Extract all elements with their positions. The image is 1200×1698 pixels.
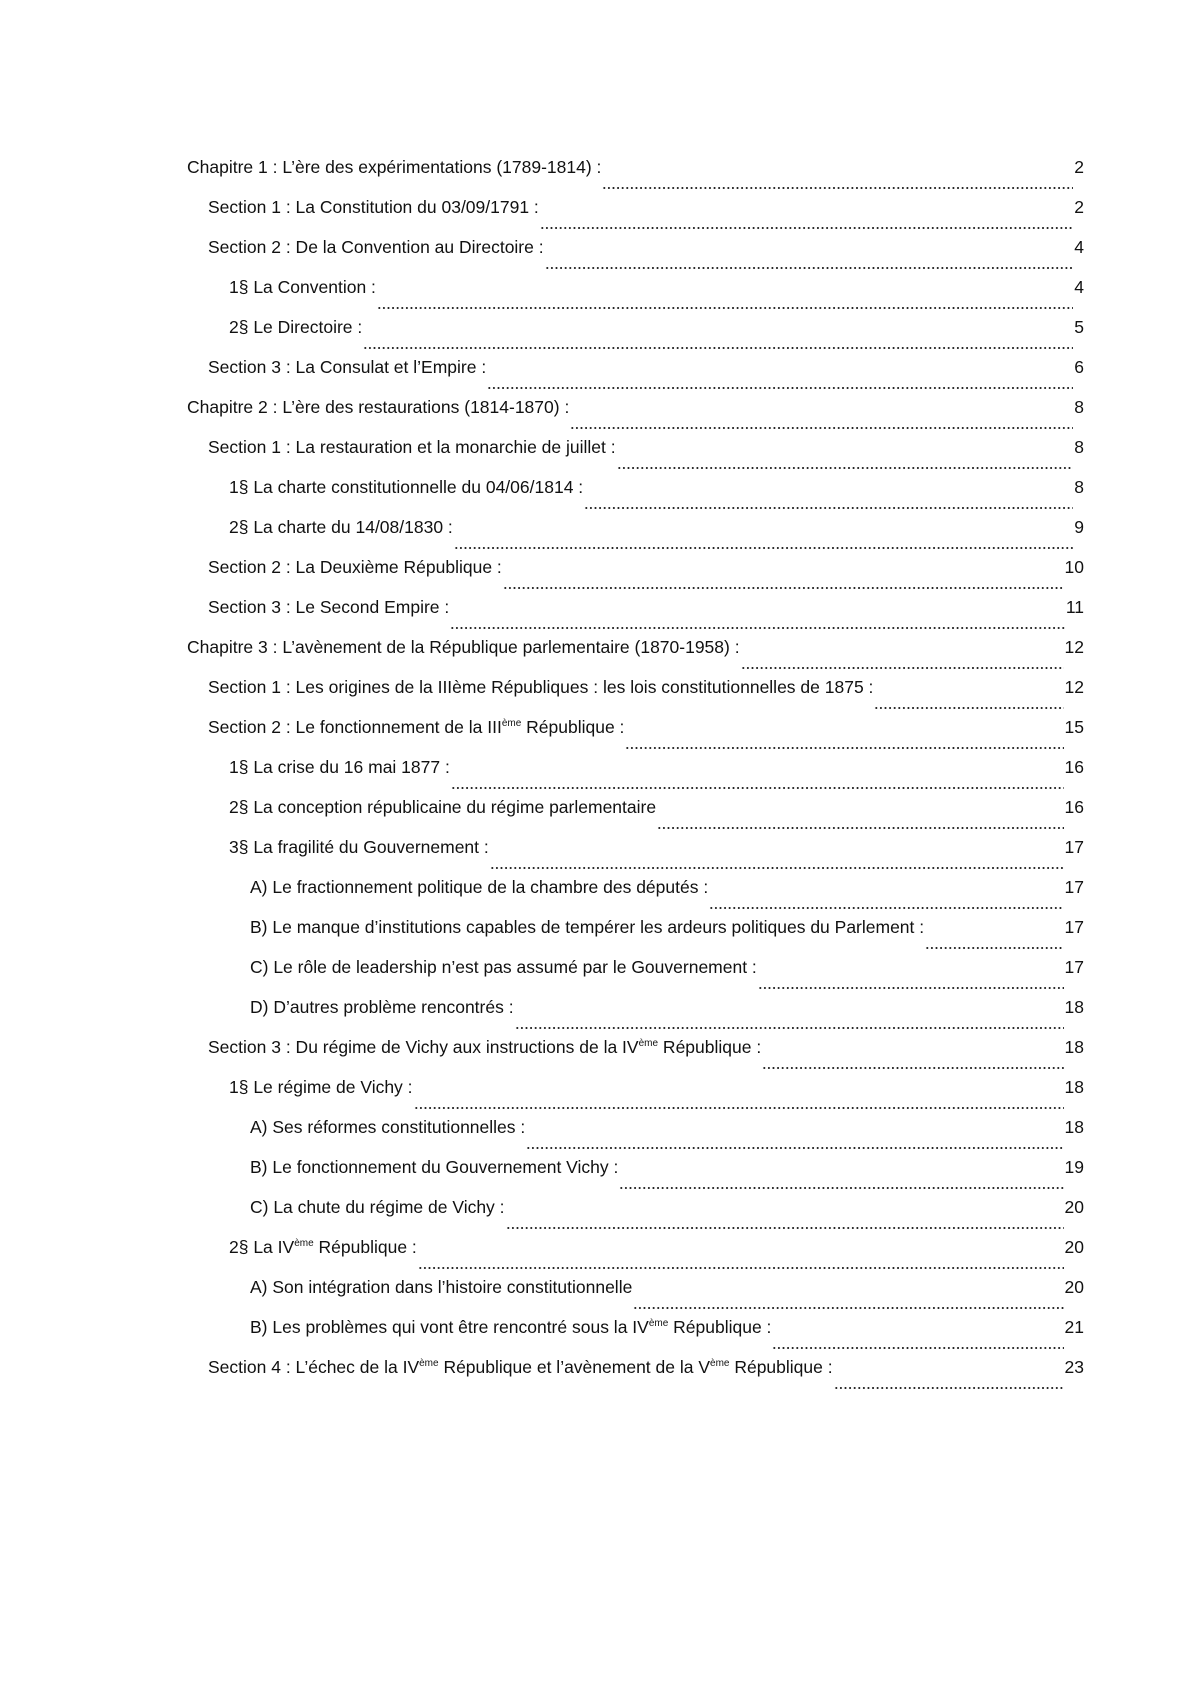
title-text: A) Ses réformes constitutionnelles :	[250, 1117, 526, 1137]
toc-page-number: 2	[1074, 197, 1084, 217]
toc-entry[interactable]	[250, 1314, 1084, 1354]
toc-entry[interactable]	[229, 474, 1084, 514]
dot-leader	[377, 294, 1073, 314]
toc-entry-title	[208, 1034, 761, 1060]
dot-leader	[451, 774, 1064, 794]
toc-page-number: 5	[1074, 317, 1084, 337]
title-text: Chapitre 3 : L’avènement de la République parlementaire (1870-1958) :	[187, 637, 740, 657]
toc-entry[interactable]	[187, 394, 1084, 434]
superscript: ème	[419, 1358, 439, 1370]
dot-leader	[487, 374, 1073, 394]
title-text: B) Les problèmes qui vont être rencontré sous la IV	[250, 1317, 649, 1337]
toc-page-number: 2	[1074, 157, 1084, 177]
toc-entry-title	[208, 234, 544, 260]
dot-leader	[925, 934, 1063, 954]
table-of-contents	[0, 154, 1200, 1394]
toc-entry-title	[250, 1194, 505, 1220]
title-text: Section 1 : Les origines de la IIIème Républiques : les lois constitutionnelles de 1875 :	[208, 677, 874, 697]
title-text: Section 1 : La restauration et la monarchie de juillet :	[208, 437, 616, 457]
toc-page-number: 12	[1064, 637, 1084, 657]
toc-entry[interactable]	[250, 1154, 1084, 1194]
toc-entry-title	[187, 154, 601, 180]
title-text: Section 4 : L’échec de la IV	[208, 1357, 420, 1377]
toc-entry-title	[187, 634, 740, 660]
toc-page-number: 17	[1064, 957, 1084, 977]
dot-leader	[414, 1094, 1064, 1114]
toc-page-number: 9	[1074, 517, 1084, 537]
toc-entry[interactable]	[208, 354, 1084, 394]
title-text: 1§ La Convention :	[229, 277, 376, 297]
toc-entry-title	[250, 954, 757, 980]
superscript: ème	[648, 1318, 669, 1330]
title-text: République :	[668, 1317, 772, 1337]
toc-entry-title	[229, 274, 376, 300]
dot-leader	[490, 854, 1064, 874]
dot-leader	[506, 1214, 1064, 1234]
title-text: République :	[521, 717, 625, 737]
toc-entry-title	[229, 794, 656, 820]
dot-leader	[545, 254, 1074, 274]
toc-entry-title	[250, 914, 924, 940]
toc-entry[interactable]	[229, 754, 1084, 794]
toc-entry-title	[208, 554, 502, 580]
toc-entry[interactable]	[229, 834, 1084, 874]
toc-entry[interactable]	[208, 554, 1084, 594]
toc-entry-title	[229, 1234, 417, 1260]
dot-leader	[584, 494, 1073, 514]
toc-entry-title	[229, 834, 489, 860]
toc-page-number: 18	[1064, 997, 1084, 1017]
toc-page-number: 12	[1064, 677, 1084, 697]
toc-entry[interactable]	[208, 234, 1084, 274]
toc-entry-title	[187, 394, 569, 420]
toc-page-number: 18	[1064, 1037, 1084, 1057]
toc-page-number: 20	[1064, 1277, 1084, 1297]
toc-page-number: 4	[1074, 277, 1084, 297]
toc-page-number: 17	[1064, 877, 1084, 897]
title-text: D) D’autres problème rencontrés :	[250, 997, 514, 1017]
toc-entry-title	[208, 1354, 833, 1380]
toc-entry-title	[250, 874, 708, 900]
toc-page-number: 16	[1064, 797, 1084, 817]
superscript: ème	[294, 1238, 314, 1250]
toc-entry[interactable]	[208, 194, 1084, 234]
dot-leader	[540, 214, 1073, 234]
toc-page-number: 21	[1064, 1317, 1084, 1337]
toc-entry-title	[208, 714, 624, 740]
toc-page-number: 8	[1074, 477, 1084, 497]
superscript: ème	[638, 1038, 659, 1050]
dot-leader	[709, 894, 1063, 914]
dot-leader	[515, 1014, 1064, 1034]
toc-entry-title	[250, 1154, 618, 1180]
toc-page-number: 17	[1064, 917, 1084, 937]
title-text: 1§ La crise du 16 mai 1877 :	[229, 757, 450, 777]
toc-entry[interactable]	[250, 954, 1084, 994]
toc-page-number: 15	[1064, 717, 1084, 737]
toc-entry-title	[208, 194, 539, 220]
dot-leader	[617, 454, 1074, 474]
toc-entry[interactable]	[229, 1234, 1084, 1274]
title-text: C) Le rôle de leadership n’est pas assumé par le Gouvernement :	[250, 957, 757, 977]
toc-entry-title	[250, 994, 514, 1020]
toc-entry-title	[229, 474, 583, 500]
toc-entry-title	[250, 1274, 632, 1300]
superscript: ème	[501, 718, 522, 730]
toc-page-number: 6	[1074, 357, 1084, 377]
dot-leader	[625, 734, 1063, 754]
dot-leader	[454, 534, 1073, 554]
toc-entry[interactable]	[187, 634, 1084, 674]
title-text: 2§ La charte du 14/08/1830 :	[229, 517, 453, 537]
dot-leader	[874, 694, 1063, 714]
toc-entry[interactable]	[250, 1114, 1084, 1154]
toc-page-number: 8	[1074, 397, 1084, 417]
title-text: République :	[729, 1357, 833, 1377]
toc-page-number: 8	[1074, 437, 1084, 457]
title-text: Section 3 : Du régime de Vichy aux instructions de la IV	[208, 1037, 639, 1057]
title-text: République :	[313, 1237, 417, 1257]
title-text: Chapitre 1 : L’ère des expérimentations (1789-1814) :	[187, 157, 602, 177]
toc-entry[interactable]	[250, 914, 1084, 954]
title-text: 2§ La IV	[229, 1237, 295, 1257]
dot-leader	[503, 574, 1064, 594]
toc-entry[interactable]	[229, 1074, 1084, 1114]
toc-entry[interactable]	[229, 274, 1084, 314]
dot-leader	[363, 334, 1073, 354]
toc-entry[interactable]	[208, 434, 1084, 474]
title-text: B) Le manque d’institutions capables de tempérer les ardeurs politiques du Parlement :	[250, 917, 925, 937]
title-text: Section 1 : La Constitution du 03/09/1791 :	[208, 197, 539, 217]
toc-entry[interactable]	[208, 674, 1084, 714]
dot-leader	[834, 1374, 1064, 1394]
toc-entry[interactable]	[187, 154, 1084, 194]
title-text: République et l’avènement de la V	[438, 1357, 711, 1377]
title-text: 2§ La conception républicaine du régime parlementaire	[229, 797, 657, 817]
toc-entry[interactable]	[229, 314, 1084, 354]
title-text: 3§ La fragilité du Gouvernement :	[229, 837, 489, 857]
title-text: 2§ Le Directoire :	[229, 317, 363, 337]
toc-entry[interactable]	[208, 594, 1084, 634]
toc-entry-title	[208, 354, 486, 380]
dot-leader	[526, 1134, 1063, 1154]
toc-page-number: 16	[1064, 757, 1084, 777]
title-text: Section 3 : Le Second Empire :	[208, 597, 450, 617]
title-text: Chapitre 2 : L’ère des restaurations (1814-1870) :	[187, 397, 570, 417]
toc-page-number: 20	[1064, 1197, 1084, 1217]
toc-page-number: 17	[1064, 837, 1084, 857]
superscript: ème	[710, 1358, 730, 1370]
toc-page-number: 4	[1074, 237, 1084, 257]
toc-entry[interactable]	[208, 1354, 1084, 1394]
toc-entry[interactable]	[250, 1194, 1084, 1234]
toc-entry[interactable]	[229, 514, 1084, 554]
dot-leader	[450, 614, 1065, 634]
title-text: B) Le fonctionnement du Gouvernement Vichy :	[250, 1157, 619, 1177]
toc-entry[interactable]	[208, 1034, 1084, 1074]
toc-entry[interactable]	[208, 714, 1084, 754]
toc-entry-title	[229, 314, 362, 340]
title-text: Section 2 : De la Convention au Directoire :	[208, 237, 544, 257]
toc-entry-title	[229, 514, 453, 540]
toc-entry[interactable]	[250, 874, 1084, 914]
title-text: A) Le fractionnement politique de la chambre des députés :	[250, 877, 709, 897]
title-text: Section 3 : La Consulat et l’Empire :	[208, 357, 487, 377]
title-text: Section 2 : Le fonctionnement de la III	[208, 717, 502, 737]
dot-leader	[570, 414, 1073, 434]
toc-page-number: 11	[1065, 597, 1084, 617]
toc-page-number: 23	[1064, 1357, 1084, 1377]
dot-leader	[758, 974, 1064, 994]
dot-leader	[619, 1174, 1063, 1194]
dot-leader	[657, 814, 1063, 834]
title-text: A) Son intégration dans l’histoire constitutionnelle	[250, 1277, 633, 1297]
toc-entry[interactable]	[229, 794, 1084, 834]
dot-leader	[741, 654, 1064, 674]
title-text: République :	[658, 1037, 762, 1057]
title-text: Section 2 : La Deuxième République :	[208, 557, 502, 577]
title-text: 1§ Le régime de Vichy :	[229, 1077, 413, 1097]
title-text: C) La chute du régime de Vichy :	[250, 1197, 505, 1217]
toc-entry[interactable]	[250, 994, 1084, 1034]
dot-leader	[602, 174, 1073, 194]
toc-entry-title	[229, 754, 450, 780]
toc-entry-title	[208, 594, 449, 620]
dot-leader	[418, 1254, 1064, 1274]
toc-page-number: 18	[1064, 1077, 1084, 1097]
toc-page-number: 10	[1064, 557, 1084, 577]
toc-page-number: 18	[1064, 1117, 1084, 1137]
dot-leader	[772, 1334, 1063, 1354]
toc-entry[interactable]	[250, 1274, 1084, 1314]
toc-entry-title	[208, 434, 616, 460]
toc-entry-title	[229, 1074, 413, 1100]
dot-leader	[633, 1294, 1063, 1314]
toc-entry-title	[208, 674, 873, 700]
toc-page-number: 20	[1064, 1237, 1084, 1257]
dot-leader	[762, 1054, 1063, 1074]
toc-page-number: 19	[1064, 1157, 1084, 1177]
title-text: 1§ La charte constitutionnelle du 04/06/1814 :	[229, 477, 584, 497]
toc-entry-title	[250, 1114, 525, 1140]
toc-entry-title	[250, 1314, 771, 1340]
